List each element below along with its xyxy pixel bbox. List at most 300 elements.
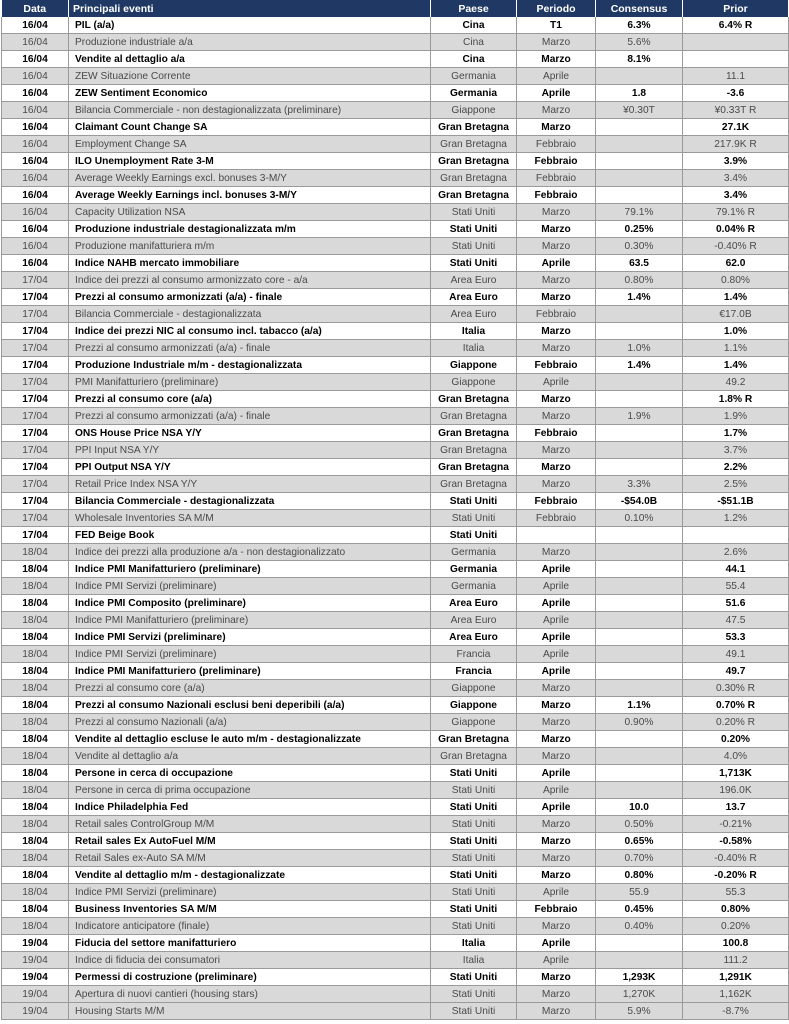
table-row <box>2 459 789 476</box>
country-cell: Gran Bretagna <box>431 442 517 459</box>
consensus-cell: 0.70% <box>596 850 683 867</box>
date-cell: 17/04 <box>2 357 69 374</box>
period-cell: Marzo <box>517 391 596 408</box>
period-cell: Marzo <box>517 51 596 68</box>
country-cell: Germania <box>431 578 517 595</box>
period-cell: Marzo <box>517 34 596 51</box>
country-cell: Italia <box>431 323 517 340</box>
table-row <box>2 833 789 850</box>
period-cell: Febbraio <box>517 187 596 204</box>
prior-cell: 13.7 <box>683 799 789 816</box>
consensus-cell <box>596 595 683 612</box>
period-cell: Febbraio <box>517 170 596 187</box>
prior-cell: 27.1K <box>683 119 789 136</box>
consensus-cell: 1.0% <box>596 340 683 357</box>
period-cell: Marzo <box>517 408 596 425</box>
table-row <box>2 306 789 323</box>
date-cell: 16/04 <box>2 170 69 187</box>
country-cell: Cina <box>431 34 517 51</box>
prior-cell: 1.1% <box>683 340 789 357</box>
header-row <box>2 0 789 17</box>
consensus-cell <box>596 527 683 544</box>
economic-calendar-table <box>1 0 789 1020</box>
consensus-cell <box>596 731 683 748</box>
consensus-cell <box>596 629 683 646</box>
date-cell: 17/04 <box>2 408 69 425</box>
table-row <box>2 391 789 408</box>
country-cell: Germania <box>431 561 517 578</box>
prior-cell: 2.5% <box>683 476 789 493</box>
period-cell: Febbraio <box>517 901 596 918</box>
country-cell: Stati Uniti <box>431 1003 517 1020</box>
event-cell: Bilancia Commerciale - destagionalizzata <box>69 493 431 510</box>
country-cell: Stati Uniti <box>431 816 517 833</box>
country-cell: Stati Uniti <box>431 204 517 221</box>
period-cell: Febbraio <box>517 425 596 442</box>
table-row <box>2 918 789 935</box>
table-row <box>2 357 789 374</box>
event-cell: Vendite al dettaglio escluse le auto m/m - destagionalizzate <box>69 731 431 748</box>
date-cell: 18/04 <box>2 816 69 833</box>
table-row <box>2 544 789 561</box>
prior-cell: 0.20% <box>683 731 789 748</box>
event-cell: Fiducia del settore manifatturiero <box>69 935 431 952</box>
consensus-cell <box>596 442 683 459</box>
header-consensus: Consensus <box>596 0 683 17</box>
consensus-cell: 8.1% <box>596 51 683 68</box>
country-cell: Italia <box>431 952 517 969</box>
period-cell: Marzo <box>517 221 596 238</box>
table-row <box>2 238 789 255</box>
prior-cell: 11.1 <box>683 68 789 85</box>
country-cell: Stati Uniti <box>431 901 517 918</box>
country-cell: Area Euro <box>431 272 517 289</box>
country-cell: Germania <box>431 68 517 85</box>
event-cell: Wholesale Inventories SA M/M <box>69 510 431 527</box>
country-cell: Giappone <box>431 697 517 714</box>
consensus-cell <box>596 119 683 136</box>
consensus-cell: 63.5 <box>596 255 683 272</box>
event-cell: ILO Unemployment Rate 3-M <box>69 153 431 170</box>
date-cell: 17/04 <box>2 340 69 357</box>
period-cell: Marzo <box>517 969 596 986</box>
date-cell: 19/04 <box>2 952 69 969</box>
date-cell: 18/04 <box>2 714 69 731</box>
date-cell: 17/04 <box>2 425 69 442</box>
period-cell: Febbraio <box>517 136 596 153</box>
consensus-cell <box>596 952 683 969</box>
event-cell: Prezzi al consumo armonizzati (a/a) - finale <box>69 408 431 425</box>
date-cell: 18/04 <box>2 918 69 935</box>
country-cell: Germania <box>431 544 517 561</box>
event-cell: Indice PMI Servizi (preliminare) <box>69 646 431 663</box>
consensus-cell: 1,270K <box>596 986 683 1003</box>
table-row <box>2 714 789 731</box>
prior-cell: 1.0% <box>683 323 789 340</box>
date-cell: 16/04 <box>2 34 69 51</box>
table-row <box>2 935 789 952</box>
country-cell: Gran Bretagna <box>431 476 517 493</box>
date-cell: 16/04 <box>2 221 69 238</box>
prior-cell: -0.40% R <box>683 238 789 255</box>
table-row <box>2 340 789 357</box>
country-cell: Giappone <box>431 374 517 391</box>
consensus-cell <box>596 306 683 323</box>
date-cell: 18/04 <box>2 765 69 782</box>
prior-cell: 1.4% <box>683 289 789 306</box>
date-cell: 18/04 <box>2 680 69 697</box>
period-cell: Marzo <box>517 272 596 289</box>
prior-cell: 3.4% <box>683 170 789 187</box>
prior-cell: 1,713K <box>683 765 789 782</box>
prior-cell: -$51.1B <box>683 493 789 510</box>
country-cell: Cina <box>431 51 517 68</box>
prior-cell: 6.4% R <box>683 17 789 34</box>
event-cell: FED Beige Book <box>69 527 431 544</box>
event-cell: Indice PMI Composito (preliminare) <box>69 595 431 612</box>
event-cell: Persone in cerca di prima occupazione <box>69 782 431 799</box>
table-row <box>2 663 789 680</box>
table-row <box>2 731 789 748</box>
event-cell: Housing Starts M/M <box>69 1003 431 1020</box>
country-cell: Gran Bretagna <box>431 425 517 442</box>
period-cell: Febbraio <box>517 510 596 527</box>
country-cell: Area Euro <box>431 306 517 323</box>
event-cell: Indice Philadelphia Fed <box>69 799 431 816</box>
period-cell: Aprile <box>517 561 596 578</box>
country-cell: Stati Uniti <box>431 493 517 510</box>
event-cell: Indice PMI Manifatturiero (preliminare) <box>69 612 431 629</box>
country-cell: Gran Bretagna <box>431 459 517 476</box>
period-cell: Marzo <box>517 102 596 119</box>
date-cell: 17/04 <box>2 391 69 408</box>
consensus-cell <box>596 323 683 340</box>
header-country: Paese <box>431 0 517 17</box>
date-cell: 16/04 <box>2 51 69 68</box>
period-cell: Aprile <box>517 578 596 595</box>
event-cell: Indice dei prezzi al consumo armonizzato core - a/a <box>69 272 431 289</box>
country-cell: Stati Uniti <box>431 833 517 850</box>
date-cell: 18/04 <box>2 799 69 816</box>
date-cell: 19/04 <box>2 935 69 952</box>
table-row <box>2 323 789 340</box>
date-cell: 16/04 <box>2 153 69 170</box>
period-cell: Marzo <box>517 918 596 935</box>
period-cell: Marzo <box>517 544 596 561</box>
event-cell: Retail Price Index NSA Y/Y <box>69 476 431 493</box>
prior-cell: ¥0.33T R <box>683 102 789 119</box>
country-cell: Stati Uniti <box>431 799 517 816</box>
date-cell: 19/04 <box>2 1003 69 1020</box>
table-row <box>2 765 789 782</box>
period-cell: Aprile <box>517 85 596 102</box>
event-cell: Business Inventories SA M/M <box>69 901 431 918</box>
consensus-cell: 0.50% <box>596 816 683 833</box>
table-row <box>2 187 789 204</box>
prior-cell: -0.58% <box>683 833 789 850</box>
prior-cell: 3.9% <box>683 153 789 170</box>
consensus-cell <box>596 612 683 629</box>
prior-cell: 3.4% <box>683 187 789 204</box>
event-cell: Prezzi al consumo Nazionali esclusi beni deperibili (a/a) <box>69 697 431 714</box>
country-cell: Area Euro <box>431 629 517 646</box>
period-cell: Aprile <box>517 646 596 663</box>
prior-cell: 0.20% R <box>683 714 789 731</box>
country-cell: Francia <box>431 663 517 680</box>
event-cell: PMI Manifatturiero (preliminare) <box>69 374 431 391</box>
event-cell: ONS House Price NSA Y/Y <box>69 425 431 442</box>
consensus-cell <box>596 680 683 697</box>
consensus-cell <box>596 187 683 204</box>
country-cell: Giappone <box>431 714 517 731</box>
date-cell: 17/04 <box>2 272 69 289</box>
table-row <box>2 204 789 221</box>
date-cell: 18/04 <box>2 697 69 714</box>
table-row <box>2 952 789 969</box>
date-cell: 17/04 <box>2 442 69 459</box>
period-cell: T1 <box>517 17 596 34</box>
consensus-cell <box>596 459 683 476</box>
consensus-cell <box>596 425 683 442</box>
period-cell: Marzo <box>517 748 596 765</box>
prior-cell: 53.3 <box>683 629 789 646</box>
prior-cell: 0.04% R <box>683 221 789 238</box>
consensus-cell: 55.9 <box>596 884 683 901</box>
event-cell: Indicatore anticipatore (finale) <box>69 918 431 935</box>
prior-cell: 0.70% R <box>683 697 789 714</box>
consensus-cell <box>596 153 683 170</box>
period-cell: Marzo <box>517 204 596 221</box>
table-row <box>2 799 789 816</box>
period-cell: Aprile <box>517 663 596 680</box>
table-row <box>2 102 789 119</box>
country-cell: Area Euro <box>431 595 517 612</box>
event-cell: Capacity Utilization NSA <box>69 204 431 221</box>
consensus-cell: 5.6% <box>596 34 683 51</box>
period-cell: Marzo <box>517 119 596 136</box>
event-cell: Produzione manifatturiera m/m <box>69 238 431 255</box>
table-row <box>2 255 789 272</box>
event-cell: Produzione industriale a/a <box>69 34 431 51</box>
period-cell: Marzo <box>517 442 596 459</box>
country-cell: Stati Uniti <box>431 986 517 1003</box>
event-cell: Prezzi al consumo Nazionali (a/a) <box>69 714 431 731</box>
table-row <box>2 68 789 85</box>
country-cell: Gran Bretagna <box>431 170 517 187</box>
header-prior: Prior <box>683 0 789 17</box>
table-row <box>2 170 789 187</box>
table-row <box>2 425 789 442</box>
consensus-cell <box>596 663 683 680</box>
event-cell: Claimant Count Change SA <box>69 119 431 136</box>
event-cell: Indice PMI Servizi (preliminare) <box>69 578 431 595</box>
table-row <box>2 561 789 578</box>
date-cell: 16/04 <box>2 238 69 255</box>
prior-cell: 49.1 <box>683 646 789 663</box>
prior-cell: -8.7% <box>683 1003 789 1020</box>
consensus-cell <box>596 765 683 782</box>
event-cell: Indice di fiducia dei consumatori <box>69 952 431 969</box>
table-row <box>2 578 789 595</box>
period-cell: Febbraio <box>517 493 596 510</box>
event-cell: Persone in cerca di occupazione <box>69 765 431 782</box>
event-cell: Produzione industriale destagionalizzata m/m <box>69 221 431 238</box>
consensus-cell: ¥0.30T <box>596 102 683 119</box>
event-cell: Indice PMI Manifatturiero (preliminare) <box>69 663 431 680</box>
country-cell: Gran Bretagna <box>431 391 517 408</box>
prior-cell: 49.7 <box>683 663 789 680</box>
table-row <box>2 17 789 34</box>
country-cell: Giappone <box>431 357 517 374</box>
date-cell: 17/04 <box>2 289 69 306</box>
date-cell: 16/04 <box>2 187 69 204</box>
consensus-cell: 1,293K <box>596 969 683 986</box>
table-row <box>2 680 789 697</box>
date-cell: 18/04 <box>2 561 69 578</box>
date-cell: 17/04 <box>2 493 69 510</box>
prior-cell: 1,291K <box>683 969 789 986</box>
prior-cell: -0.21% <box>683 816 789 833</box>
country-cell: Gran Bretagna <box>431 153 517 170</box>
table-row <box>2 289 789 306</box>
period-cell: Marzo <box>517 1003 596 1020</box>
prior-cell: 51.6 <box>683 595 789 612</box>
date-cell: 18/04 <box>2 595 69 612</box>
country-cell: Stati Uniti <box>431 255 517 272</box>
table-row <box>2 374 789 391</box>
prior-cell: 1.4% <box>683 357 789 374</box>
event-cell: Vendite al dettaglio m/m - destagionalizzate <box>69 867 431 884</box>
country-cell: Cina <box>431 17 517 34</box>
table-row <box>2 901 789 918</box>
period-cell: Marzo <box>517 238 596 255</box>
event-cell: Indice PMI Servizi (preliminare) <box>69 629 431 646</box>
date-cell: 18/04 <box>2 544 69 561</box>
date-cell: 16/04 <box>2 68 69 85</box>
consensus-cell <box>596 578 683 595</box>
country-cell: Stati Uniti <box>431 867 517 884</box>
event-cell: Indice NAHB mercato immobiliare <box>69 255 431 272</box>
country-cell: Stati Uniti <box>431 765 517 782</box>
event-cell: Indice PMI Manifatturiero (preliminare) <box>69 561 431 578</box>
table-row <box>2 697 789 714</box>
prior-cell <box>683 51 789 68</box>
prior-cell: 2.2% <box>683 459 789 476</box>
date-cell: 18/04 <box>2 663 69 680</box>
period-cell: Febbraio <box>517 306 596 323</box>
country-cell: Stati Uniti <box>431 527 517 544</box>
table-row <box>2 748 789 765</box>
date-cell: 17/04 <box>2 306 69 323</box>
table-row <box>2 867 789 884</box>
event-cell: ZEW Sentiment Economico <box>69 85 431 102</box>
date-cell: 16/04 <box>2 204 69 221</box>
period-cell: Marzo <box>517 850 596 867</box>
prior-cell: 0.80% <box>683 901 789 918</box>
country-cell: Area Euro <box>431 289 517 306</box>
country-cell: Stati Uniti <box>431 969 517 986</box>
prior-cell: 0.80% <box>683 272 789 289</box>
event-cell: Retail sales Ex AutoFuel M/M <box>69 833 431 850</box>
prior-cell: 4.0% <box>683 748 789 765</box>
consensus-cell <box>596 544 683 561</box>
date-cell: 16/04 <box>2 119 69 136</box>
table-row <box>2 969 789 986</box>
consensus-cell <box>596 68 683 85</box>
prior-cell: 111.2 <box>683 952 789 969</box>
consensus-cell <box>596 646 683 663</box>
table-row <box>2 136 789 153</box>
period-cell: Marzo <box>517 697 596 714</box>
period-cell: Aprile <box>517 595 596 612</box>
consensus-cell: 0.80% <box>596 272 683 289</box>
period-cell: Aprile <box>517 952 596 969</box>
table-row <box>2 493 789 510</box>
prior-cell: 1,162K <box>683 986 789 1003</box>
table-row <box>2 884 789 901</box>
event-cell: Average Weekly Earnings excl. bonuses 3-M/Y <box>69 170 431 187</box>
period-cell: Marzo <box>517 731 596 748</box>
prior-cell: 1.9% <box>683 408 789 425</box>
consensus-cell: -$54.0B <box>596 493 683 510</box>
event-cell: Bilancia Commerciale - non destagionalizzata (preliminare) <box>69 102 431 119</box>
country-cell: Giappone <box>431 102 517 119</box>
country-cell: Italia <box>431 935 517 952</box>
prior-cell: 55.3 <box>683 884 789 901</box>
header-period: Periodo <box>517 0 596 17</box>
event-cell: Apertura di nuovi cantieri (housing stars) <box>69 986 431 1003</box>
prior-cell: 44.1 <box>683 561 789 578</box>
consensus-cell <box>596 561 683 578</box>
consensus-cell: 0.10% <box>596 510 683 527</box>
country-cell: Stati Uniti <box>431 510 517 527</box>
period-cell: Aprile <box>517 612 596 629</box>
period-cell: Marzo <box>517 867 596 884</box>
period-cell: Marzo <box>517 289 596 306</box>
date-cell: 17/04 <box>2 323 69 340</box>
prior-cell: 217.9K R <box>683 136 789 153</box>
period-cell: Aprile <box>517 374 596 391</box>
date-cell: 18/04 <box>2 884 69 901</box>
table-row <box>2 408 789 425</box>
table-row <box>2 782 789 799</box>
consensus-cell <box>596 374 683 391</box>
date-cell: 18/04 <box>2 646 69 663</box>
prior-cell: 3.7% <box>683 442 789 459</box>
period-cell: Marzo <box>517 833 596 850</box>
period-cell: Marzo <box>517 340 596 357</box>
country-cell: Gran Bretagna <box>431 408 517 425</box>
event-cell: Vendite al dettaglio a/a <box>69 748 431 765</box>
event-cell: Vendite al dettaglio a/a <box>69 51 431 68</box>
country-cell: Gran Bretagna <box>431 731 517 748</box>
prior-cell: 62.0 <box>683 255 789 272</box>
consensus-cell: 0.40% <box>596 918 683 935</box>
consensus-cell: 6.3% <box>596 17 683 34</box>
event-cell: Prezzi al consumo core (a/a) <box>69 391 431 408</box>
consensus-cell <box>596 782 683 799</box>
date-cell: 19/04 <box>2 969 69 986</box>
period-cell: Aprile <box>517 255 596 272</box>
date-cell: 18/04 <box>2 731 69 748</box>
consensus-cell <box>596 170 683 187</box>
consensus-cell: 10.0 <box>596 799 683 816</box>
date-cell: 16/04 <box>2 255 69 272</box>
prior-cell: 0.30% R <box>683 680 789 697</box>
period-cell: Marzo <box>517 986 596 1003</box>
event-cell: Employment Change SA <box>69 136 431 153</box>
date-cell: 18/04 <box>2 833 69 850</box>
